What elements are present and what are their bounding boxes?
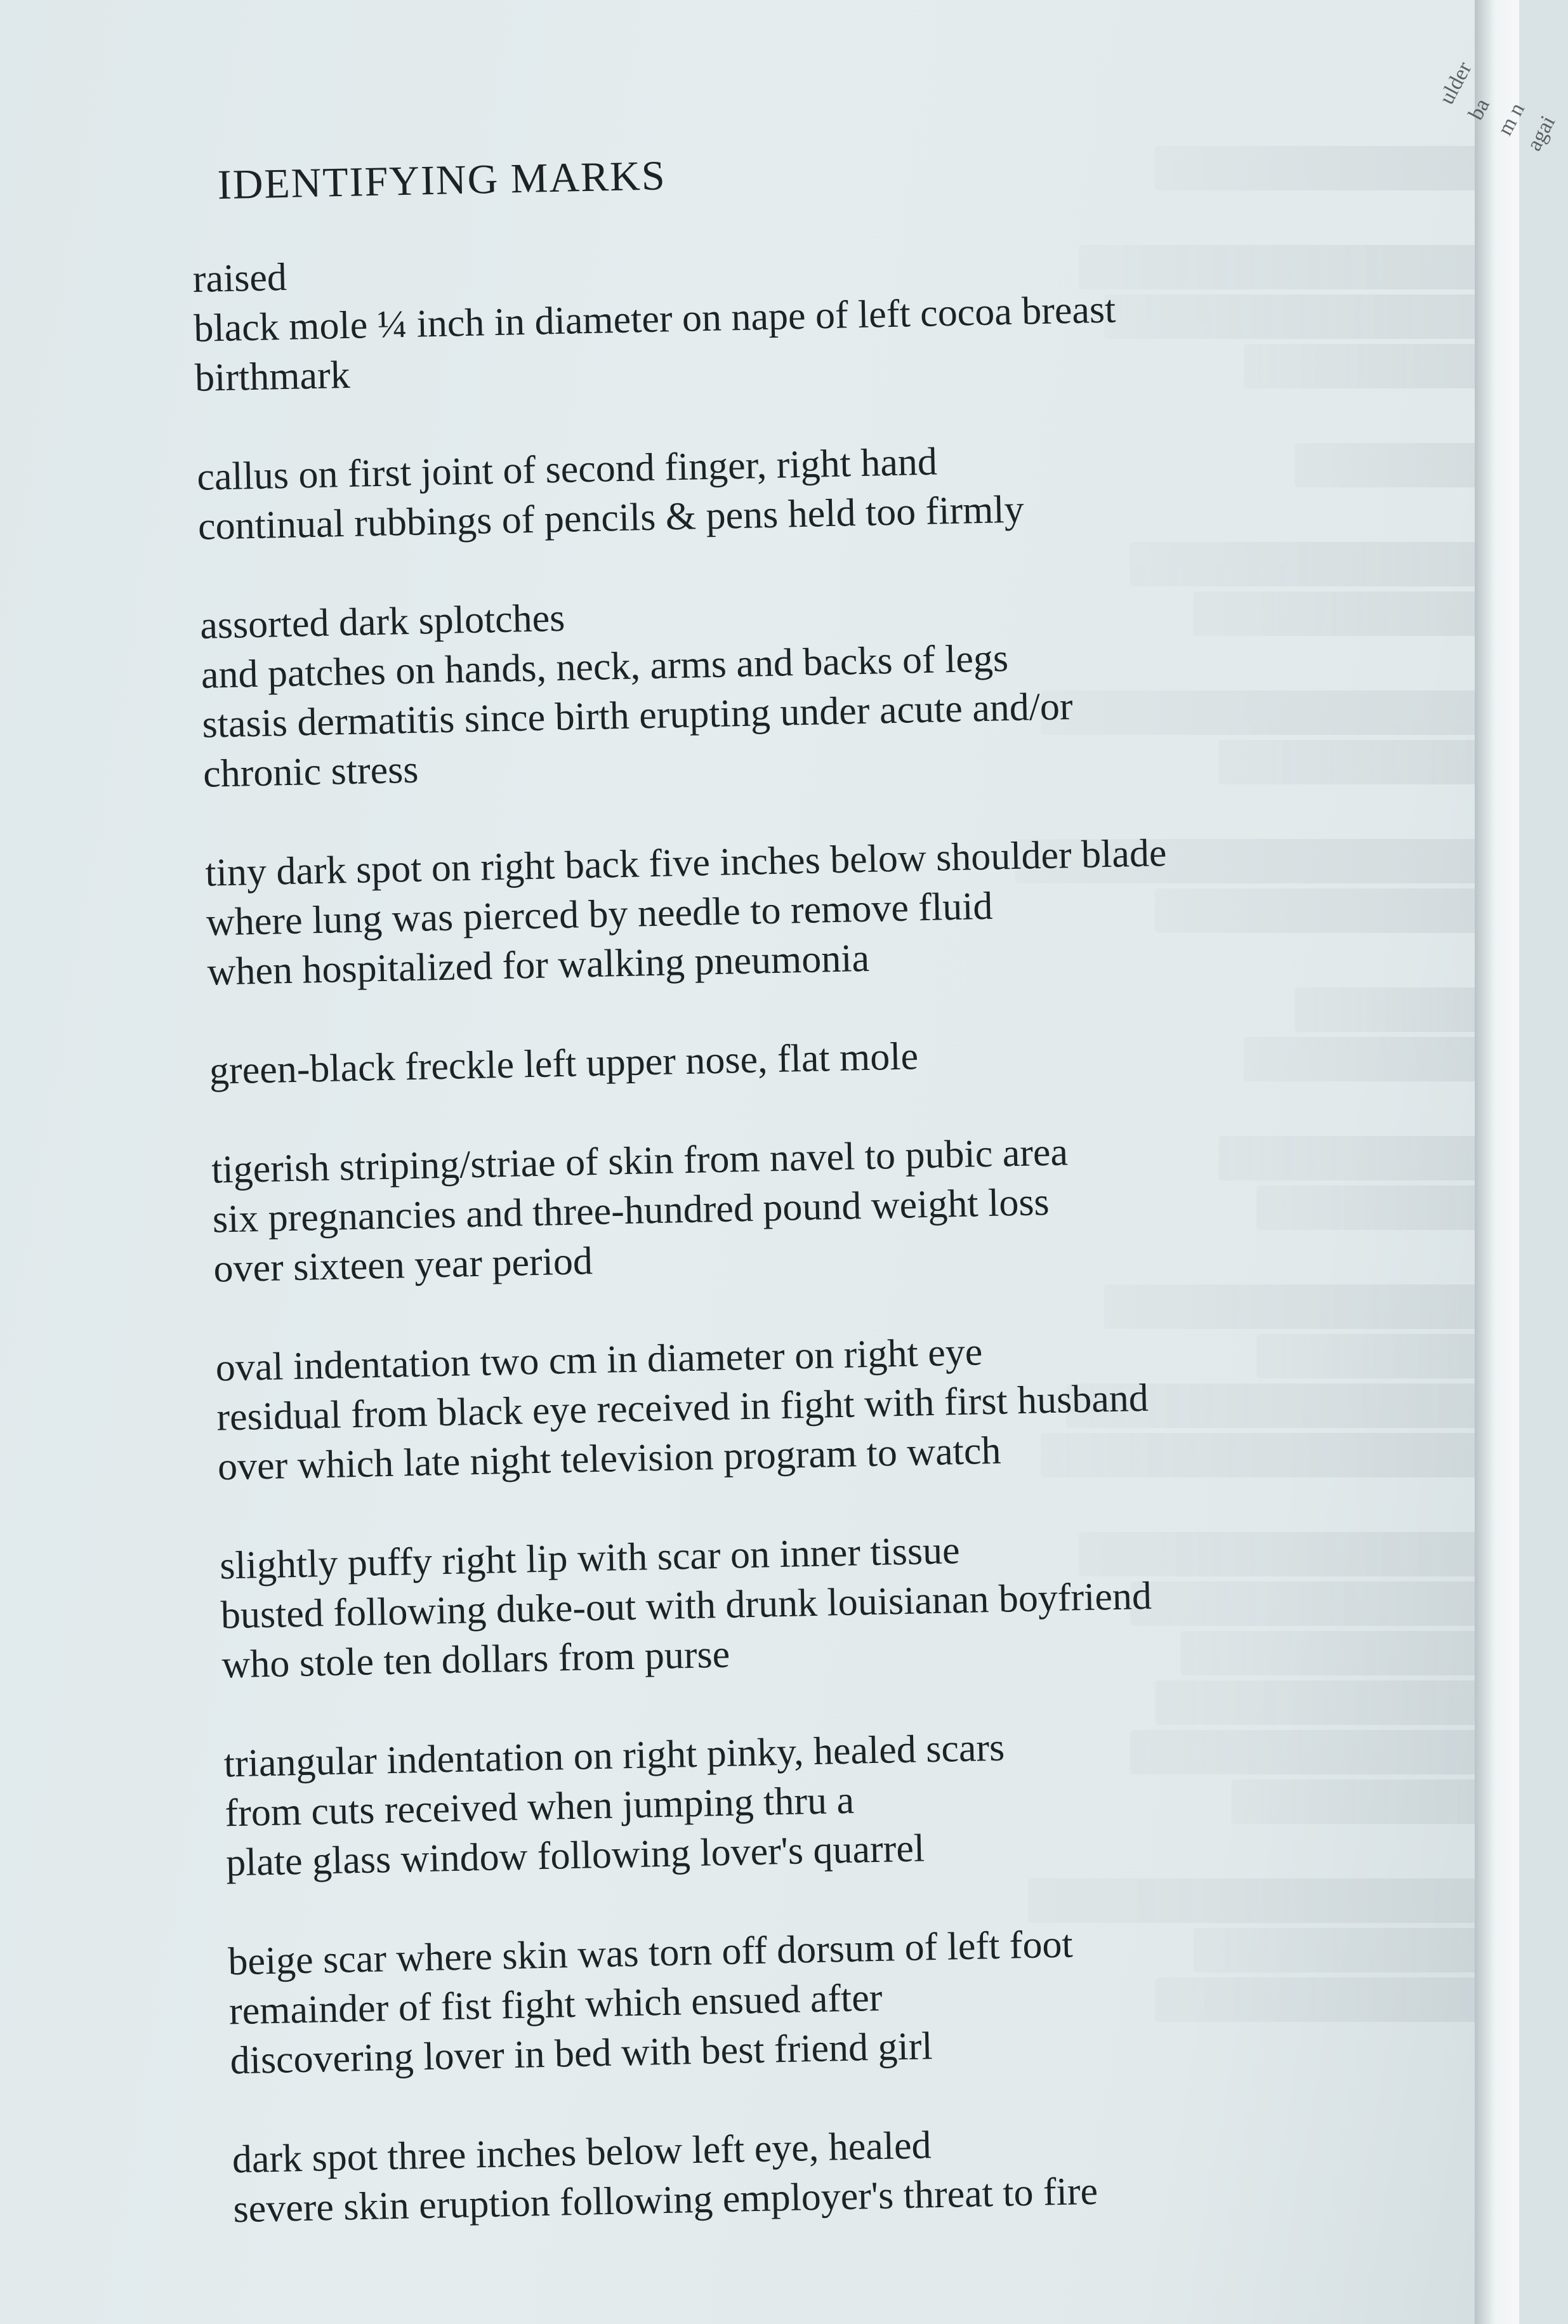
poem-line: over which late night television program to watch [217, 1429, 1002, 1489]
poem-line: beige scar where skin was torn off dorsum of left foot [227, 1922, 1074, 1984]
stanza [223, 1714, 1432, 1888]
poem-line: green-black freckle left upper nose, flat mole [209, 1034, 919, 1093]
poem-line: assorted dark splotches [199, 596, 565, 647]
poem-line: triangular indentation on right pinky, healed scars [223, 1726, 1005, 1786]
poem-line: continual rubbings of pencils & pens held too firmly [197, 487, 1025, 548]
poem-line: remainder of fist fight which ensued after [228, 1976, 883, 2033]
poem-line: plate glass window following lover's quarrel [225, 1826, 925, 1885]
poem-line: over sixteen year period [213, 1239, 593, 1291]
stanza [220, 1516, 1428, 1690]
stanza [192, 229, 1400, 403]
adjacent-page-text-fragments [1431, 58, 1564, 157]
spine-fragment: ba [1464, 95, 1494, 124]
poem-line: discovering lover in bed with best friend girl [229, 2024, 933, 2083]
stanza [199, 576, 1409, 799]
poem-line: severe skin eruption following employer's threat to fire [232, 2169, 1098, 2231]
poem-line: when hospitalized for walking pneumonia [207, 936, 870, 994]
poem-line: busted following duke-out with drunk louisianan boyfriend [220, 1574, 1152, 1637]
stanza [211, 1120, 1419, 1294]
poem-line: where lung was pierced by needle to remove fluid [206, 884, 994, 944]
poem-line: tiny dark spot on right back five inches below shoulder blade [204, 831, 1168, 895]
poem-line: slightly puffy right lip with scar on inner tissue [219, 1529, 961, 1588]
poem-line: birthmark [194, 353, 351, 400]
book-spine-edge [1435, 0, 1560, 2324]
poem-line: callus on first joint of second finger, right hand [196, 440, 938, 499]
stanza [205, 823, 1413, 997]
poem-line: black mole ¼ inch in diameter on nape of left cocoa breast [193, 287, 1116, 350]
poem-line: from cuts received when jumping thru a [224, 1778, 855, 1835]
poem [190, 136, 1440, 2283]
stanza [197, 427, 1404, 551]
poem-line: residual from black eye received in fight with first husband [216, 1376, 1149, 1439]
spine-fragment: m n [1493, 99, 1530, 140]
poem-title: IDENTIFYING MARKS [217, 152, 667, 209]
poem-line: six pregnancies and three-hundred pound weight loss [212, 1180, 1050, 1241]
poem-line: raised [192, 255, 287, 301]
poem-line: chronic stress [202, 748, 419, 796]
stanza [232, 2110, 1439, 2235]
spine-fragment: agai [1522, 112, 1560, 155]
poem-line: and patches on hands, neck, arms and backs of legs [201, 637, 1009, 697]
stanza [209, 1021, 1415, 1096]
stanza [228, 1912, 1436, 2086]
poem-line: who stole ten dollars from purse [221, 1632, 730, 1687]
spine-fragment: ulder [1435, 58, 1477, 109]
poem-line: dark spot three inches below left eye, healed [232, 2123, 932, 2182]
poem-line: stasis dermatitis since birth erupting under acute and/or [201, 685, 1074, 746]
poem-line: tigerish striping/striae of skin from navel to pubic area [211, 1130, 1069, 1192]
stanza [215, 1318, 1423, 1492]
poem-line: oval indentation two cm in diameter on right eye [215, 1330, 983, 1390]
